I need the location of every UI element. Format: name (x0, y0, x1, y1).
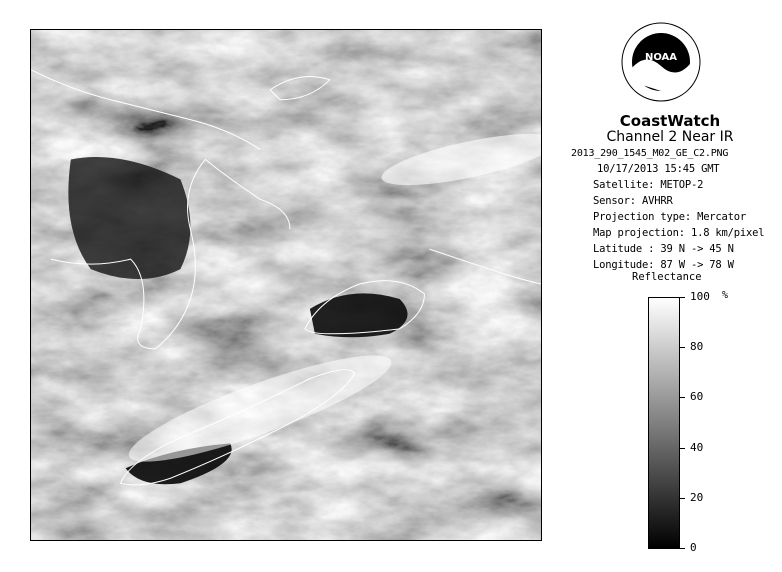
satellite-scene (31, 30, 541, 540)
longitude-label: Longitude: 87 W -> 78 W (593, 259, 734, 271)
colorbar-tick-label: 60 (690, 390, 704, 404)
colorbar-tick-label: 20 (690, 490, 704, 504)
colorbar-unit: % (722, 290, 729, 301)
colorbar-title: Reflectance (632, 271, 702, 283)
colorbar-tick-label: 40 (690, 440, 704, 454)
cloud-texture (31, 30, 541, 540)
colorbar-tick-60 (680, 397, 685, 398)
colorbar-tick-label: 100 (690, 290, 710, 303)
colorbar-tick-label: 80 (690, 340, 704, 354)
colorbar-tick-40 (680, 448, 685, 449)
reflectance-colorbar (648, 297, 680, 549)
brand-title: CoastWatch (619, 112, 721, 130)
svg-text:NOAA: NOAA (644, 52, 678, 63)
filename-label: 2013_290_1545_M02_GE_C2.PNG (571, 148, 729, 159)
datetime-label: 10/17/2013 15:45 GMT (597, 163, 720, 175)
satellite-label: Satellite: METOP-2 (593, 179, 704, 191)
colorbar-tick-20 (680, 498, 685, 499)
colorbar-tick-0 (680, 548, 685, 549)
colorbar-tick-label: 0 (690, 541, 697, 554)
noaa-logo (621, 22, 701, 102)
projection-type-label: Projection type: Mercator (593, 211, 747, 223)
colorbar-tick-80 (680, 347, 685, 348)
sensor-label: Sensor: AVHRR (593, 195, 673, 207)
satellite-image (30, 29, 542, 541)
map-projection-label: Map projection: 1.8 km/pixel (593, 227, 765, 239)
colorbar-tick-100 (680, 297, 685, 298)
noaa-seal-icon (621, 22, 701, 102)
latitude-label: Latitude : 39 N -> 45 N (593, 243, 734, 255)
channel-label: Channel 2 Near IR (606, 129, 734, 145)
